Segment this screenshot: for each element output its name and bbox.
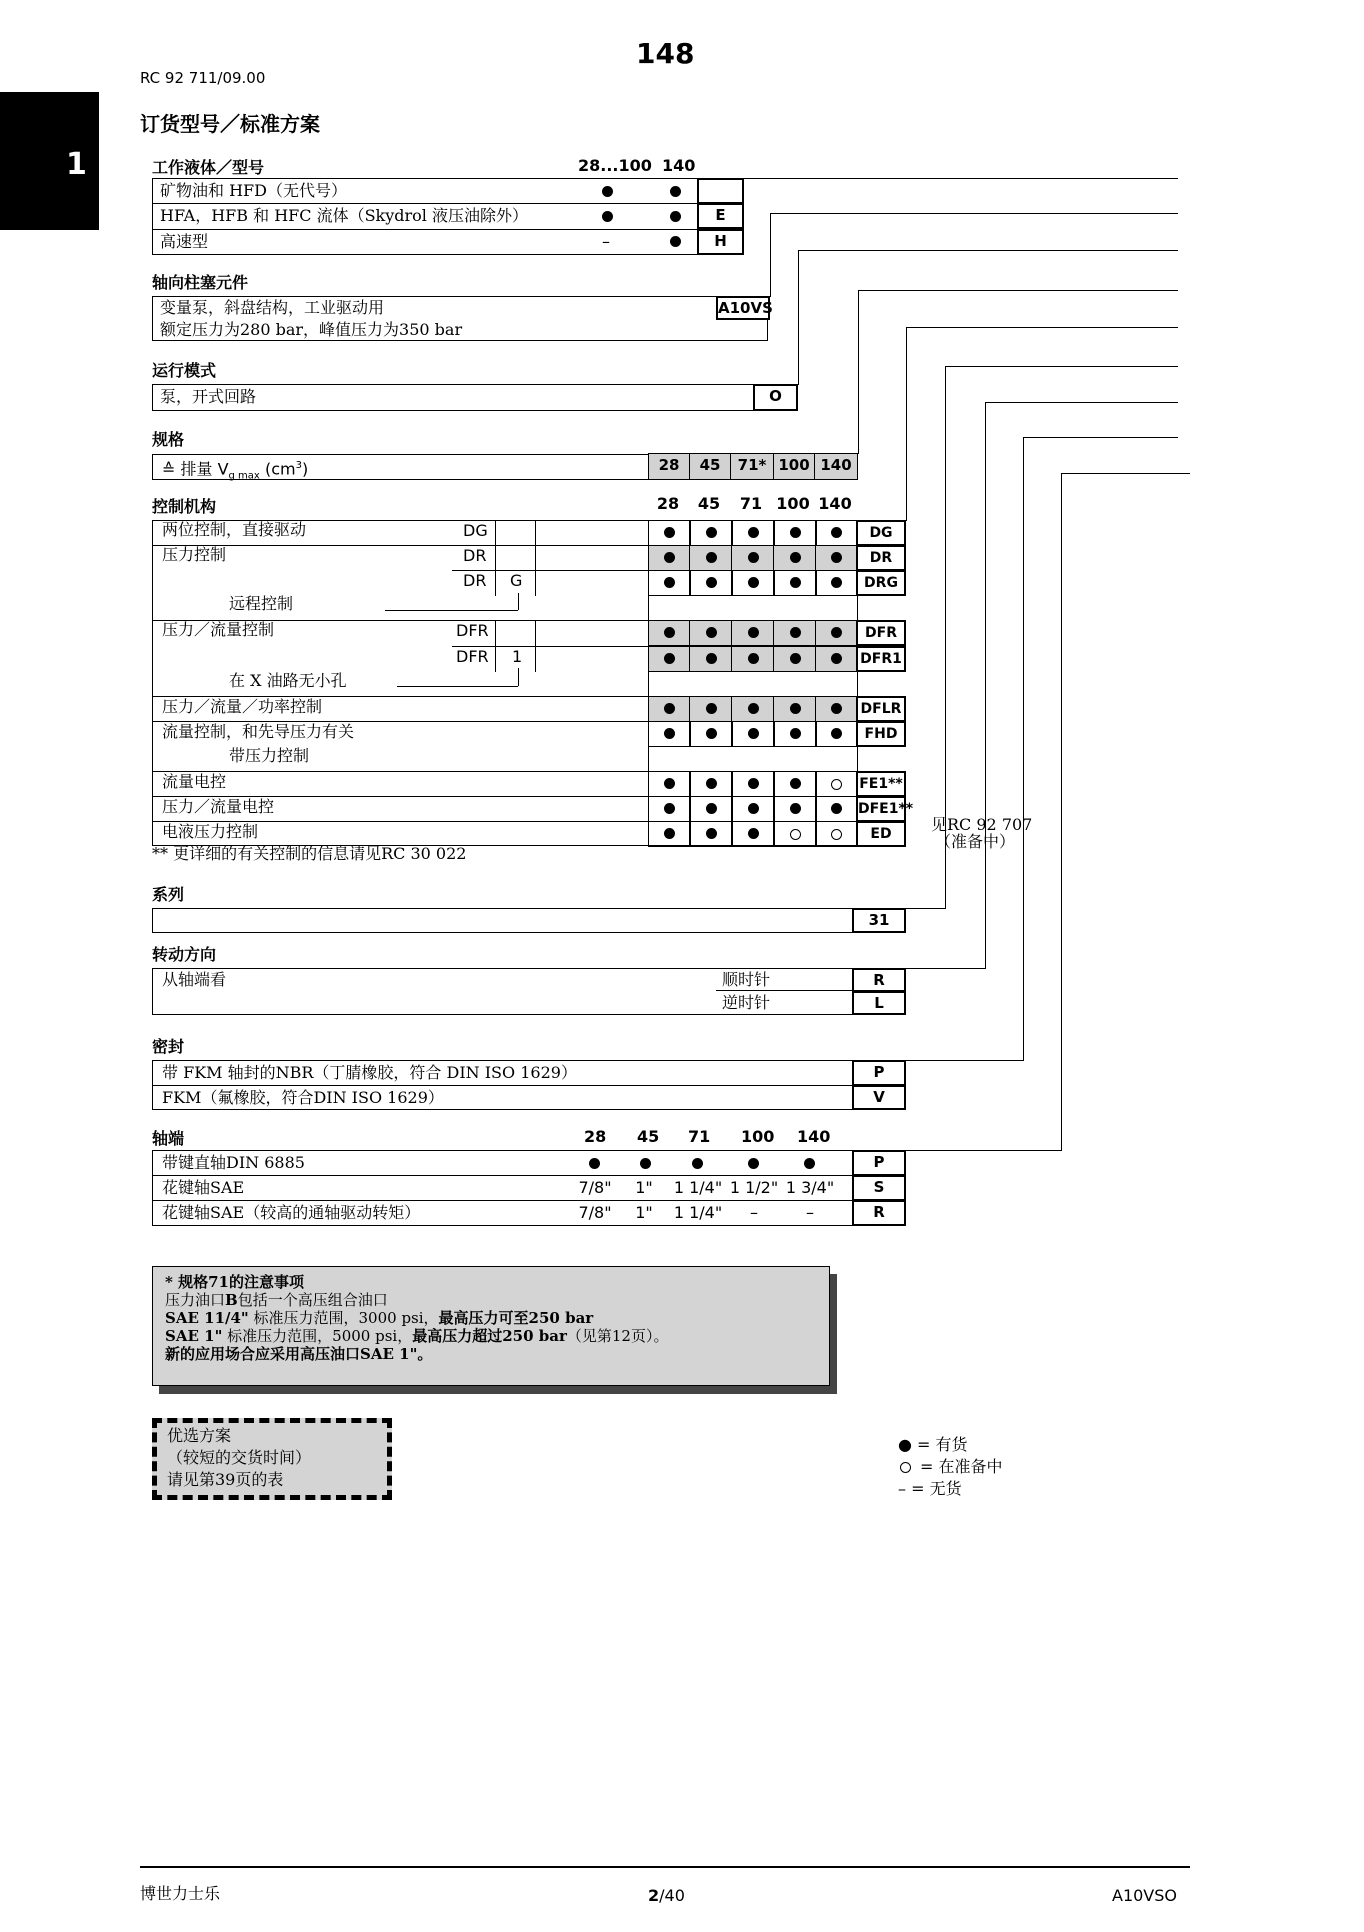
- available-dot: [664, 527, 675, 538]
- fluid-heading: 工作液体／型号: [152, 158, 265, 177]
- shaft-value: –: [806, 1203, 814, 1222]
- control-label: 压力／流量电控: [162, 797, 275, 816]
- control-label: 压力／流量控制: [162, 620, 275, 639]
- shaft-value: 1 1/4": [673, 1178, 723, 1197]
- counterclockwise-label: 逆时针: [722, 993, 771, 1012]
- in-preparation-dot: [790, 829, 801, 840]
- available-dot: [706, 577, 717, 588]
- available-dot: [664, 803, 675, 814]
- see-reference-note: （准备中）: [935, 832, 1016, 851]
- shaft-value: –: [750, 1203, 758, 1222]
- shaft-code-s: S: [852, 1175, 906, 1201]
- available-dot: [831, 527, 842, 538]
- control-code: DFLR: [856, 696, 906, 722]
- shaft-code-r: R: [852, 1200, 906, 1226]
- available-dot: [706, 728, 717, 739]
- available-dot: [706, 803, 717, 814]
- legend-available: ● = 有货: [898, 1435, 968, 1454]
- available-dot: [748, 1158, 759, 1169]
- seal-row: FKM（氟橡胶，符合DIN ISO 1629）: [162, 1088, 444, 1107]
- mode-label: 泵，开式回路: [160, 387, 257, 406]
- available-dot: [670, 186, 681, 197]
- shaft-heading: 轴端: [152, 1129, 185, 1148]
- in-preparation-dot: [831, 829, 842, 840]
- doc-reference: RC 92 711/09.00: [140, 69, 266, 87]
- available-dot: [748, 627, 759, 638]
- rotation-code-r: R: [852, 968, 906, 992]
- note-title: * 规格71的注意事项: [165, 1273, 304, 1291]
- shaft-col: 28: [584, 1127, 607, 1146]
- available-dot: [748, 728, 759, 739]
- note-line: 新的应用场合应采用高压油口SAE 1"。: [165, 1345, 433, 1363]
- seal-code-v: V: [852, 1085, 906, 1110]
- available-dot: [790, 627, 801, 638]
- footer-product: A10VSO: [1112, 1886, 1177, 1905]
- control-footnote: ** 更详细的有关控制的信息请见RC 30 022: [152, 844, 467, 863]
- control-heading: 控制机构: [152, 497, 217, 516]
- shaft-value: 7/8": [578, 1203, 612, 1222]
- chapter-number: 1: [66, 147, 87, 182]
- series-code: 31: [852, 908, 906, 933]
- shaft-col: 45: [637, 1127, 660, 1146]
- control-code-left: DFR: [456, 647, 489, 666]
- available-dot: [706, 552, 717, 563]
- note-line: 压力油口B包括一个高压组合油口: [165, 1291, 388, 1309]
- piston-code: A10VS: [716, 296, 770, 320]
- shaft-row: 带键直轴DIN 6885: [162, 1153, 305, 1172]
- size71-note-box: [152, 1266, 830, 1386]
- legend-in-preparation: = 在准备中: [920, 1457, 1003, 1476]
- available-dot: [804, 1158, 815, 1169]
- control-label: 流量控制，和先导压力有关: [162, 722, 355, 741]
- rotation-box: [152, 968, 906, 1015]
- shaft-value: 1 3/4": [785, 1178, 835, 1197]
- control-code: FHD: [856, 721, 906, 747]
- available-dot: [664, 653, 675, 664]
- rotation-label: 从轴端看: [162, 970, 227, 989]
- control-code: FE1**: [856, 771, 906, 797]
- size-71: 71*: [730, 453, 774, 480]
- available-dot: [790, 803, 801, 814]
- chapter-tab: [0, 92, 99, 230]
- available-dot: [664, 828, 675, 839]
- available-dot: [790, 527, 801, 538]
- size-28: 28: [648, 453, 690, 480]
- control-code: DR: [856, 545, 906, 571]
- available-dot: [706, 828, 717, 839]
- size-100: 100: [773, 453, 815, 480]
- available-dot: [748, 527, 759, 538]
- fluid-code-e: E: [697, 203, 744, 229]
- available-dot: [748, 577, 759, 588]
- fluid-row: 矿物油和 HFD（无代号）: [160, 181, 347, 200]
- available-dot: [790, 728, 801, 739]
- available-dot: [748, 703, 759, 714]
- control-label: 压力控制: [162, 545, 227, 564]
- available-dot: [790, 778, 801, 789]
- size-45: 45: [689, 453, 731, 480]
- available-dot: [602, 211, 613, 222]
- series-heading: 系列: [152, 885, 185, 904]
- available-dot: [664, 577, 675, 588]
- available-dot: [640, 1158, 651, 1169]
- legend-not-available: – = 无货: [898, 1479, 962, 1498]
- available-dot: [831, 627, 842, 638]
- mode-code: O: [753, 384, 798, 411]
- available-dot: [831, 552, 842, 563]
- series-box: [152, 908, 906, 933]
- shaft-col: 100: [741, 1127, 775, 1146]
- fluid-row: HFA，HFB 和 HFC 流体（Skydrol 液压油除外）: [160, 206, 529, 225]
- fluid-col-1: 28...100: [578, 156, 652, 175]
- available-dot: [831, 803, 842, 814]
- available-dot: [748, 552, 759, 563]
- shaft-value: 1 1/4": [673, 1203, 723, 1222]
- control-col: 100: [776, 494, 810, 513]
- control-code: DRG: [856, 570, 906, 596]
- available-dot: [706, 703, 717, 714]
- fluid-row: 高速型: [160, 232, 209, 251]
- shaft-value: 7/8": [578, 1178, 612, 1197]
- available-dot: [706, 653, 717, 664]
- grid-line: [495, 520, 496, 596]
- shaft-code-p: P: [852, 1150, 906, 1176]
- available-dot: [831, 577, 842, 588]
- preferred-line: 优选方案: [167, 1426, 232, 1445]
- no-orifice-label: 在 X 油路无小孔: [229, 671, 347, 690]
- control-col: 28: [656, 494, 680, 513]
- control-code-mid: G: [510, 571, 523, 590]
- available-dot: [790, 552, 801, 563]
- available-dot: [748, 803, 759, 814]
- available-dot: [706, 778, 717, 789]
- displacement-label: ≙ 排量 $V_{g max}$ $(cm^3)$: [162, 459, 309, 482]
- control-col: 45: [697, 494, 721, 513]
- shaft-value: 1": [635, 1203, 653, 1222]
- fluid-code-h: H: [697, 229, 744, 255]
- page-title: 订货型号／标准方案: [140, 112, 320, 136]
- available-dot: [664, 778, 675, 789]
- available-dot: [664, 703, 675, 714]
- shaft-value: 1 1/2": [729, 1178, 779, 1197]
- available-dot: [670, 211, 681, 222]
- available-dot: [790, 653, 801, 664]
- remote-control-label: 远程控制: [229, 594, 294, 613]
- mode-heading: 运行模式: [152, 361, 217, 380]
- shaft-row: 花键轴SAE: [162, 1178, 245, 1197]
- shaft-row: 花键轴SAE（较高的通轴驱动转矩）: [162, 1203, 421, 1222]
- piston-heading: 轴向柱塞元件: [152, 273, 249, 292]
- available-dot: [831, 728, 842, 739]
- piston-line-1: 变量泵，斜盘结构，工业驱动用: [160, 298, 385, 317]
- available-dot: [664, 627, 675, 638]
- control-code: DG: [856, 520, 906, 546]
- page-number: 148: [636, 37, 695, 70]
- available-dot: [602, 186, 613, 197]
- available-dot: [670, 236, 681, 247]
- control-col: 71: [739, 494, 763, 513]
- available-dot: [748, 828, 759, 839]
- shaft-col: 71: [688, 1127, 711, 1146]
- control-code: DFR: [856, 620, 906, 646]
- control-col: 140: [818, 494, 852, 513]
- seal-heading: 密封: [152, 1037, 185, 1056]
- control-code-left: DR: [463, 571, 487, 590]
- preferred-line: （较短的交货时间）: [167, 1448, 312, 1467]
- control-label: 流量电控: [162, 772, 227, 791]
- available-dot: [706, 627, 717, 638]
- rotation-code-l: L: [852, 991, 906, 1015]
- size-heading: 规格: [152, 430, 185, 449]
- control-label: 压力／流量／功率控制: [162, 697, 323, 716]
- available-dot: [692, 1158, 703, 1169]
- preferred-line: 请见第39页的表: [167, 1470, 284, 1489]
- available-dot: [748, 778, 759, 789]
- seal-row: 带 FKM 轴封的NBR（丁腈橡胶，符合 DIN ISO 1629）: [162, 1063, 577, 1082]
- footer-rule: [140, 1866, 1190, 1868]
- control-code-left: DG: [463, 521, 488, 540]
- control-label: 两位控制，直接驱动: [162, 520, 307, 539]
- shaft-col: 140: [797, 1127, 831, 1146]
- preferred-program-box: [152, 1418, 392, 1500]
- fluid-col-2: 140: [662, 156, 696, 175]
- see-reference: 见RC 92 707: [931, 815, 1033, 834]
- shaft-value: 1": [635, 1178, 653, 1197]
- piston-line-2: 额定压力为280 bar，峰值压力为350 bar: [160, 320, 463, 339]
- clockwise-label: 顺时针: [722, 970, 771, 989]
- available-dot: [706, 527, 717, 538]
- rotation-heading: 转动方向: [152, 945, 217, 964]
- available-dot: [831, 653, 842, 664]
- in-preparation-icon: [900, 1462, 911, 1473]
- control-code-left: DFR: [456, 621, 489, 640]
- not-available-mark: –: [602, 232, 610, 251]
- size-140: 140: [814, 453, 858, 480]
- seal-code-p: P: [852, 1060, 906, 1086]
- available-dot: [589, 1158, 600, 1169]
- available-dot: [664, 728, 675, 739]
- control-label: 电液压力控制: [162, 822, 259, 841]
- available-dot: [790, 577, 801, 588]
- available-dot: [664, 552, 675, 563]
- control-code: DFR1: [856, 646, 906, 672]
- footer-page: 2/40: [648, 1886, 685, 1905]
- footer-company: 博世力士乐: [140, 1884, 221, 1903]
- available-dot: [831, 703, 842, 714]
- control-code: DFE1**: [856, 796, 906, 822]
- grid-line: [535, 520, 536, 596]
- in-preparation-dot: [831, 779, 842, 790]
- note-line: SAE 1" 标准压力范围，5000 psi，最高压力超过250 bar（见第12页）。: [165, 1327, 669, 1345]
- control-code: ED: [856, 821, 906, 847]
- note-line: SAE 11/4" 标准压力范围，3000 psi，最高压力可至250 bar: [165, 1309, 594, 1327]
- available-dot: [748, 653, 759, 664]
- fluid-code-blank: [697, 178, 744, 204]
- available-dot: [790, 703, 801, 714]
- control-code-left: DR: [463, 546, 487, 565]
- fhd-sub-label: 带压力控制: [229, 746, 310, 765]
- control-code-mid: 1: [512, 647, 523, 666]
